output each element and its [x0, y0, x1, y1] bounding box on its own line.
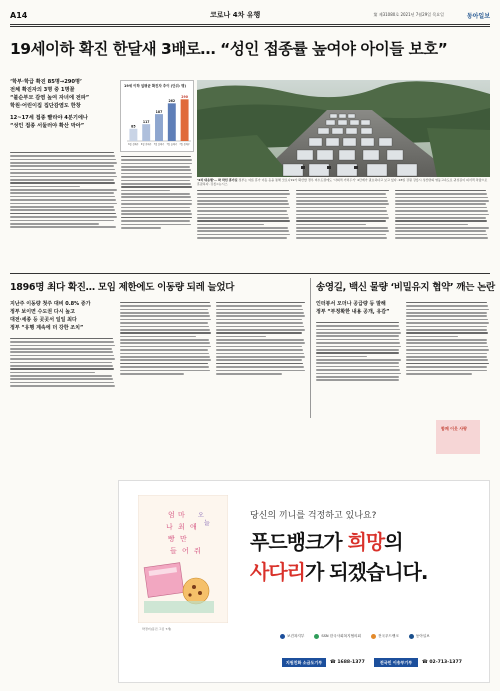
text-line [395, 220, 487, 222]
text-line [10, 155, 115, 157]
text-line [216, 342, 305, 344]
text-line [197, 210, 287, 212]
text-line [395, 203, 486, 205]
text-line [10, 176, 117, 178]
caption-title: ‘4차 대유행’… 꽉 막힌 휴가길 [197, 178, 238, 182]
text-line [316, 342, 400, 344]
text-line [216, 332, 302, 334]
text-line [406, 366, 487, 368]
text-line [296, 210, 387, 212]
text-line [406, 315, 487, 317]
text-line [216, 336, 266, 338]
page-number: A14 [10, 10, 28, 20]
text-line [296, 227, 388, 229]
text-line [10, 152, 114, 154]
ad-headline-line1 [250, 526, 403, 555]
text-line [316, 346, 401, 348]
foodbank-logo-icon [371, 634, 376, 639]
text-line [296, 230, 389, 232]
child-drawing-illustration [138, 495, 228, 623]
svg-text:들: 들 [170, 547, 177, 555]
text-line [395, 197, 488, 199]
text-line [316, 362, 399, 364]
article-column [10, 336, 116, 416]
text-line [121, 193, 190, 195]
subhead-line: 인터뷰서 모더나 공급량 등 말해 [316, 301, 386, 307]
article-column [197, 188, 291, 270]
section-rule [10, 273, 490, 274]
svg-text:줘: 줘 [194, 547, 201, 555]
text-line [121, 220, 190, 222]
text-line [406, 329, 487, 331]
sponsor-logos [280, 634, 430, 639]
text-line [10, 169, 115, 171]
text-line [395, 234, 487, 236]
subhead-line: 12~17세 접종 빨라야 4분기에나 [10, 115, 88, 121]
text-line [10, 203, 117, 205]
text-line [120, 309, 208, 311]
newspaper-logo: 동아일보 [466, 12, 490, 20]
subhead-line: 지난주 이동량 첫주 대비 0.8% 증가 [10, 301, 91, 307]
text-line [216, 319, 302, 321]
ad-highlight: 희망 [347, 530, 385, 554]
text-line [395, 193, 487, 195]
text-line [120, 359, 211, 361]
text-line [316, 325, 399, 327]
text-line [296, 207, 386, 209]
text-line [121, 173, 192, 175]
text-line [10, 351, 113, 353]
mohw-logo-icon [280, 634, 285, 639]
text-line [395, 210, 488, 212]
text-line [10, 189, 117, 191]
text-line [216, 373, 282, 375]
text-line [10, 358, 115, 360]
text-line [197, 217, 289, 219]
text-line [10, 385, 115, 387]
text-line [395, 207, 487, 209]
text-line [10, 162, 117, 164]
text-line [316, 339, 399, 341]
text-line [197, 220, 290, 222]
text-line [296, 193, 386, 195]
chart-category-label: 6월 넷째주 [140, 143, 152, 146]
text-line [316, 352, 399, 354]
subhead-line: 대전·세종 등 곳곳서 일일 최다 [10, 317, 77, 323]
text-line [10, 220, 114, 222]
subhead-line: 정부 보이면 수도권 다시 높고 [10, 309, 75, 315]
text-line [197, 190, 289, 192]
text-line [197, 214, 288, 216]
ad-question: 당신의 끼니를 걱정하고 있나요? [250, 511, 377, 521]
ad-text: 의 [384, 530, 403, 554]
text-line [406, 332, 488, 334]
text-line [197, 193, 290, 195]
svg-text:최: 최 [178, 523, 185, 531]
main-subhead [10, 78, 118, 130]
text-line [406, 373, 472, 375]
chart-bar [168, 103, 176, 141]
text-line [406, 356, 487, 358]
text-line [121, 169, 191, 171]
article-column [10, 150, 118, 270]
text-line [406, 353, 487, 355]
text-line [296, 234, 386, 236]
text-line [10, 355, 114, 357]
text-line [316, 356, 367, 358]
text-line [316, 329, 400, 331]
donga-logo-icon [409, 634, 414, 639]
text-line [406, 336, 458, 338]
left-subhead [10, 300, 120, 332]
text-line [406, 312, 487, 314]
text-line [197, 230, 289, 232]
svg-text:엄: 엄 [168, 511, 175, 519]
text-line [121, 163, 192, 165]
section-title: 코로나 4차 유행 [210, 11, 261, 19]
masthead-rule-thin [10, 26, 490, 27]
text-line [10, 341, 114, 343]
text-line [121, 196, 191, 198]
text-line [316, 373, 401, 375]
text-line [316, 379, 399, 381]
chart-category-label: 7월 둘째주 [166, 143, 178, 146]
text-line [121, 156, 191, 158]
text-line [121, 180, 190, 182]
text-line [10, 338, 113, 340]
text-line [395, 230, 486, 232]
article-headline-right: 송영길, 백신 물량 ‘비밀유지 협약’ 깨는 논란 [316, 282, 495, 293]
text-line [10, 368, 114, 370]
ad-highlight: 사다리 [250, 560, 305, 584]
text-line [10, 216, 117, 218]
caption-text: 정부는 여름 휴가 이동 등을 통해 코로나19가 확산할 경우 비수도권에도 ‘사회적 거리두기’ 4단계가 필요하다고 보고 있다. 28일 강원 강릉시 성산면의 영동고속도로 귀성길이 피서객 차량으로 혼잡하다. 강릉=뉴시스 [197, 178, 488, 187]
subhead-line: “불순부모 감염 높여 자녀에 전파” [10, 95, 90, 101]
chart-bar [181, 99, 189, 141]
svg-text:나: 나 [166, 523, 173, 531]
text-line [296, 190, 389, 192]
text-line [121, 227, 161, 229]
svg-text:어: 어 [182, 547, 189, 555]
text-line [10, 372, 95, 374]
text-line [296, 203, 389, 205]
text-line [121, 190, 170, 192]
article-column [406, 300, 490, 416]
ad-text: 가 되겠습니다. [304, 560, 428, 584]
text-line [10, 345, 115, 347]
text-line [316, 349, 399, 351]
photo-caption [197, 178, 490, 186]
text-line [406, 342, 487, 344]
text-line [10, 196, 115, 198]
subhead-line: “성인 접종 서둘러야 확산 막아” [10, 123, 85, 129]
text-line [316, 369, 400, 371]
svg-text:늘: 늘 [204, 520, 210, 527]
text-line [216, 315, 305, 317]
text-line [216, 329, 305, 331]
text-line [216, 305, 302, 307]
text-line [120, 356, 210, 358]
svg-text:애: 애 [190, 523, 197, 531]
text-line [120, 326, 209, 328]
text-line [120, 336, 196, 338]
text-line [216, 309, 303, 311]
text-line [10, 206, 114, 208]
text-line [120, 322, 208, 324]
article-column [316, 320, 402, 416]
text-line [316, 332, 401, 334]
text-line [197, 197, 287, 199]
text-line [216, 346, 302, 348]
text-line [296, 217, 389, 219]
text-line [10, 209, 115, 211]
text-line [216, 322, 303, 324]
sponsor-mohw: 보건복지부 [280, 634, 304, 639]
text-line [216, 370, 305, 372]
text-line [10, 226, 116, 228]
donation-button-2[interactable]: 전국민 이송부기부 [374, 658, 418, 667]
text-line [10, 179, 114, 181]
issue-info: 第 제31080호 2021년 7월29일 목요일 [373, 12, 444, 17]
text-line [197, 203, 289, 205]
text-line [120, 342, 210, 344]
ad-headline-line2 [250, 556, 427, 585]
text-line [120, 363, 208, 365]
confirmed-cases-chart [120, 80, 194, 152]
text-line [296, 197, 387, 199]
donation-phone-1: ☎ 1688-1377 [330, 660, 365, 665]
text-line [216, 366, 304, 368]
article-headline-left: 1896명 최다 확진… 모임 제한에도 이동량 되레 늘었다 [10, 282, 235, 293]
article-column [216, 300, 306, 416]
svg-text:만: 만 [180, 535, 187, 543]
chart-bar [129, 129, 137, 141]
chart-bar [142, 124, 150, 141]
text-line [395, 217, 486, 219]
campaign-badge-text: 함께 이웃 사랑 [441, 426, 467, 431]
donation-button-1[interactable]: 지원친화 소금도기부 [282, 658, 326, 667]
text-line [10, 172, 116, 174]
chart-bar [155, 114, 163, 141]
text-line [121, 207, 190, 209]
svg-text:오: 오 [198, 512, 204, 519]
text-line [120, 312, 209, 314]
text-line [406, 346, 488, 348]
sponsor-donga: 동아일보 [409, 634, 430, 639]
subhead-line: ‘학부·학급 확진 85명→290명’ [10, 79, 83, 85]
subhead-line: 정부 “부정확한 내용 공개, 유감” [316, 309, 390, 315]
ssn-logo-icon [314, 634, 319, 639]
chart-plot [121, 81, 195, 153]
text-line [197, 237, 287, 239]
text-line [216, 359, 302, 361]
text-line [120, 302, 210, 304]
text-line [10, 362, 112, 364]
chart-category-label: 6월 셋째주 [128, 143, 139, 146]
text-line [406, 319, 488, 321]
text-line [406, 326, 487, 328]
text-line [216, 312, 304, 314]
column-divider [310, 278, 311, 418]
chart-value-label: 187 [155, 109, 163, 114]
text-line [10, 159, 116, 161]
text-line [197, 234, 290, 236]
svg-text:마: 마 [178, 511, 185, 519]
text-line [121, 166, 190, 168]
text-line [316, 376, 399, 378]
text-line [10, 192, 114, 194]
text-line [216, 326, 304, 328]
subhead-line: 전체 확진자의 3명 중 1명꼴 [10, 87, 75, 93]
illustration-caption: 박경미(봉진 그림 7세) [142, 627, 172, 631]
sponsor-foodbank: 전국푸드뱅크 [371, 634, 399, 639]
text-line [296, 220, 386, 222]
text-line [120, 370, 210, 372]
masthead [10, 7, 490, 23]
main-headline: 19세이하 확진 한달새 3배로… “성인 접종률 높여야 아이들 보호” [10, 40, 448, 58]
text-line [121, 183, 191, 185]
text-line [296, 200, 388, 202]
text-line [120, 315, 210, 317]
text-line [316, 335, 399, 337]
text-line [395, 190, 486, 192]
text-line [120, 373, 184, 375]
text-line [197, 227, 288, 229]
text-line [216, 353, 304, 355]
text-line [395, 224, 468, 226]
text-line [197, 224, 264, 226]
text-line [121, 203, 192, 205]
text-line [10, 378, 113, 380]
article-column [296, 188, 390, 270]
text-line [316, 359, 401, 361]
text-line [406, 363, 489, 365]
ad-text: 푸드뱅크가 [250, 530, 348, 554]
text-line [121, 210, 191, 212]
text-line [406, 339, 487, 341]
text-line [121, 159, 192, 161]
chart-value-label: 290 [181, 95, 188, 100]
text-line [10, 348, 112, 350]
text-line [10, 382, 114, 384]
text-line [316, 366, 399, 368]
donation-phone-2: ☎ 02-713-1377 [422, 660, 462, 665]
subhead-line: 정부 “유행 계속에 더 강한 조치” [10, 325, 84, 331]
text-line [120, 332, 211, 334]
text-line [406, 349, 489, 351]
text-line [406, 322, 489, 324]
text-line [120, 349, 208, 351]
chart-value-label: 262 [168, 99, 176, 104]
text-line [121, 217, 192, 219]
text-line [296, 214, 388, 216]
article-column [121, 154, 193, 270]
text-line [120, 319, 211, 321]
text-line [395, 214, 489, 216]
text-line [406, 302, 487, 304]
subhead-line: 학원·어린이집 집단감염도 한창 [10, 103, 81, 109]
text-line [296, 224, 366, 226]
chart-value-label: 85 [131, 124, 136, 129]
text-line [10, 182, 115, 184]
article-column [120, 300, 212, 416]
chart-category-label: 7월 첫째주 [153, 143, 165, 146]
text-line [216, 349, 303, 351]
text-line [395, 200, 489, 202]
text-line [216, 339, 304, 341]
text-line [296, 237, 387, 239]
chart-category-label: 7월 셋째주 [179, 143, 190, 146]
text-line [395, 227, 489, 229]
text-line [120, 346, 211, 348]
highway-traffic-photo [197, 80, 490, 177]
masthead-rule [10, 24, 490, 25]
text-line [121, 200, 192, 202]
text-line [120, 353, 209, 355]
text-line [10, 375, 112, 377]
text-line [406, 359, 488, 361]
text-line [10, 186, 80, 188]
text-line [216, 363, 303, 365]
chart-title: 19세 이하 일평균 확진자 추이 (단위: 명) [124, 84, 187, 88]
svg-text:빵: 빵 [168, 535, 175, 543]
text-line [121, 224, 191, 226]
article-column [395, 188, 490, 270]
text-line [121, 213, 192, 215]
text-line [121, 176, 192, 178]
text-line [10, 165, 114, 167]
text-line [120, 329, 210, 331]
text-line [10, 223, 99, 225]
text-line [10, 199, 116, 201]
text-line [197, 200, 288, 202]
text-line [395, 237, 488, 239]
text-line [10, 213, 116, 215]
text-line [406, 370, 487, 372]
text-line [121, 186, 192, 188]
text-line [316, 322, 399, 324]
text-line [216, 302, 305, 304]
text-line [120, 305, 211, 307]
text-line [10, 365, 113, 367]
text-line [120, 366, 209, 368]
sponsor-ssn: SSN 한국사회복지협의회 [314, 634, 361, 639]
text-line [406, 305, 488, 307]
text-line [120, 339, 209, 341]
chart-value-label: 117 [142, 119, 150, 124]
text-line [197, 207, 290, 209]
text-line [216, 356, 305, 358]
text-line [406, 309, 489, 311]
